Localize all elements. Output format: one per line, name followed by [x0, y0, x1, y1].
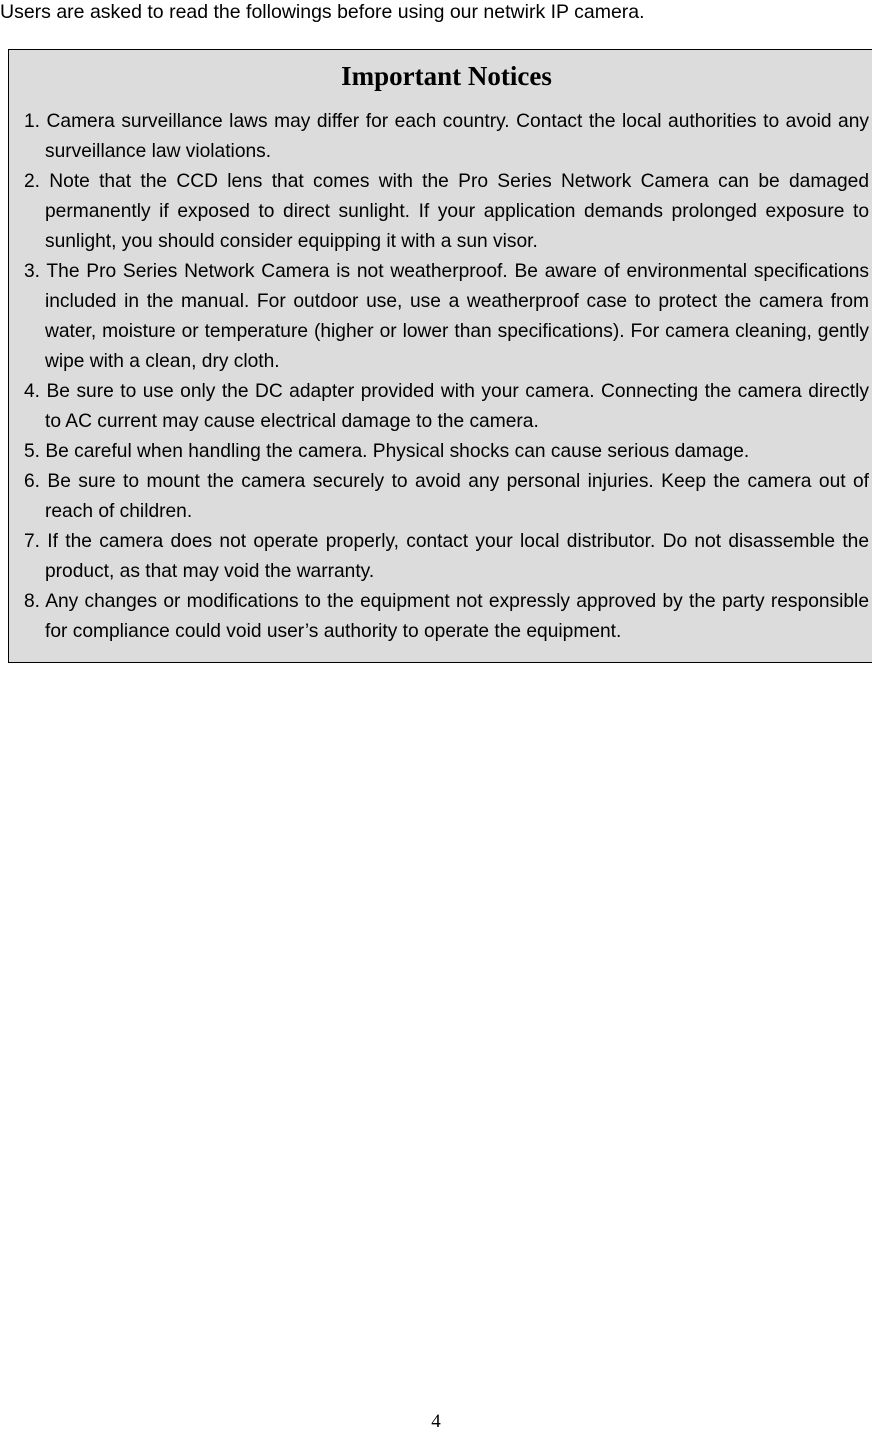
notice-item-5: 5. Be careful when handling the camera. Physical shocks can cause serious damage.: [24, 441, 750, 462]
notice-item-3: 3. The Pro Series Network Camera is not weatherproof. Be aware of environmental specifications included in the manual. For outdoor use, use a weatherproof case to protect the camera from water, moisture or temperature (higher or lower than specifications). For camera cleaning, gently wipe with a clean, dry cloth.: [24, 261, 869, 372]
notice-item-7: 7. If the camera does not operate properly, contact your local distributor. Do not disassemble the product, as that may void the warranty.: [24, 531, 869, 582]
notice-item-4: 4. Be sure to use only the DC adapter provided with your camera. Connecting the camera directly to AC current may cause electrical damage to the camera.: [24, 381, 869, 432]
notice-item-1: 1. Camera surveillance laws may differ for each country. Contact the local authorities to avoid any surveillance law violations.: [24, 111, 869, 162]
page-number: 4: [431, 1411, 441, 1432]
notices-title: Important Notices: [341, 61, 552, 91]
notices-list: [24, 107, 869, 647]
notice-item-8: 8. Any changes or modifications to the equipment not expressly approved by the party responsible for compliance could void user’s authority to operate the equipment.: [24, 591, 869, 642]
important-notices-box: [8, 49, 872, 663]
intro-text: Users are asked to read the followings before using our netwirk IP camera.: [0, 1, 645, 23]
notice-item-2: 2. Note that the CCD lens that comes with the Pro Series Network Camera can be damaged permanently if exposed to direct sunlight. If your application demands prolonged exposure to sunlight, you should consider equipping it with a sun visor.: [24, 171, 869, 252]
notice-item-6: 6. Be sure to mount the camera securely to avoid any personal injuries. Keep the camera out of reach of children.: [24, 471, 869, 522]
